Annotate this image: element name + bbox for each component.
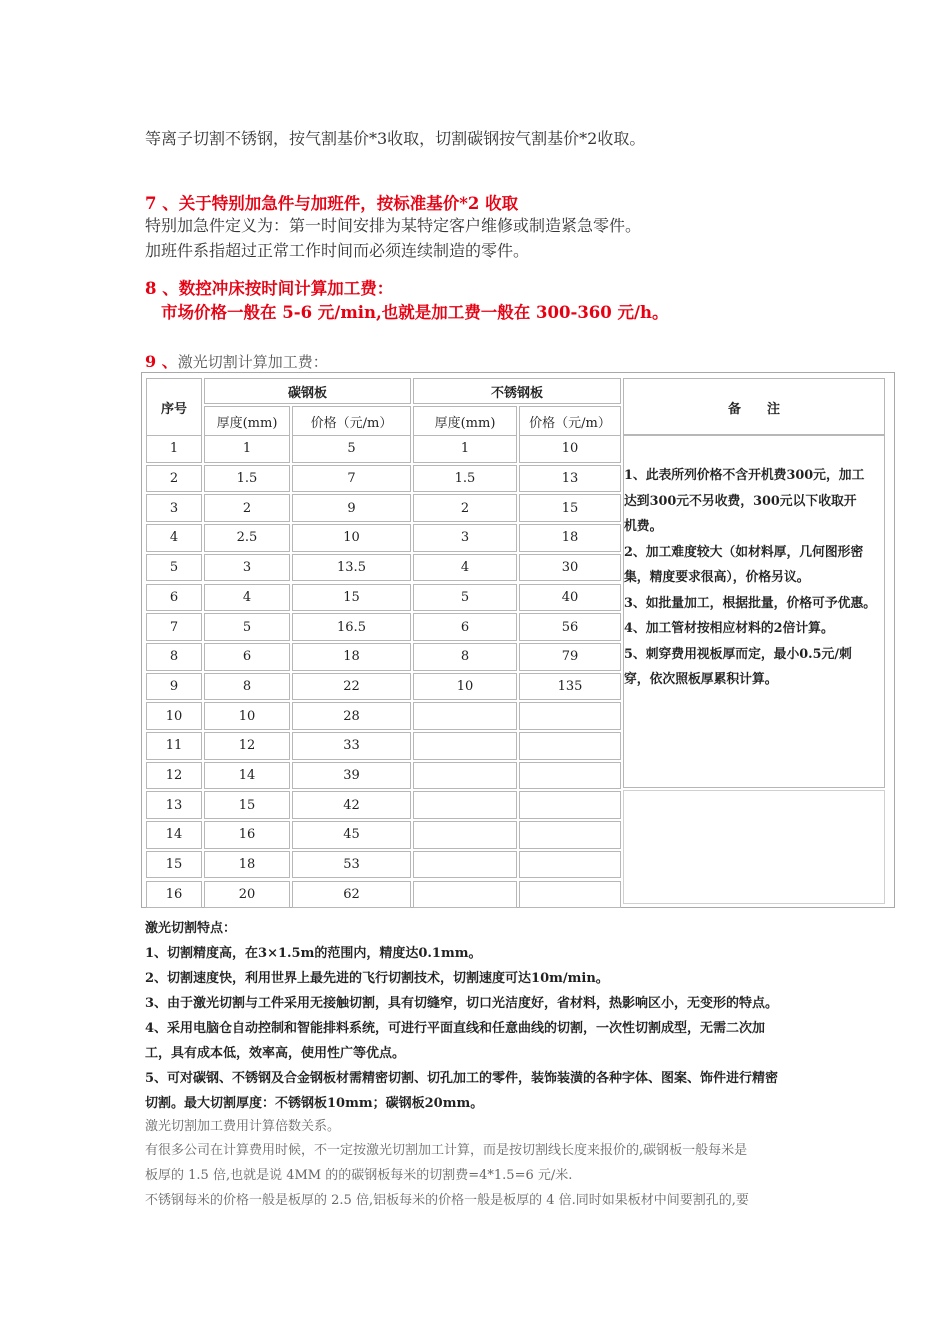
- cell-stainless-price: 15: [519, 494, 621, 522]
- cell-carbon-price: 16.5: [292, 613, 411, 641]
- header-carbon-thickness: 厚度(mm): [204, 406, 290, 436]
- header-index: 序号: [146, 378, 202, 436]
- cell-carbon-thickness: 1: [204, 435, 290, 463]
- cell-carbon-thickness: 15: [204, 791, 290, 819]
- cell-carbon-price: 15: [292, 584, 411, 612]
- remark-line: 穿，依次照板厚累积计算。: [624, 672, 778, 687]
- cell-carbon-price: 13.5: [292, 554, 411, 582]
- cell-carbon-thickness: 4: [204, 584, 290, 612]
- cell-index: 16: [146, 881, 202, 909]
- header-stainless-steel: 不锈钢板: [413, 378, 621, 404]
- header-remarks: 备 注: [623, 378, 885, 436]
- feature-line: 切割。最大切割厚度：不锈钢板10mm；碳钢板20mm。: [145, 1096, 484, 1111]
- cell-carbon-thickness: 2: [204, 494, 290, 522]
- cell-index: 5: [146, 554, 202, 582]
- cell-index: 8: [146, 643, 202, 671]
- cell-stainless-price: 13: [519, 465, 621, 493]
- cell-stainless-price: [519, 881, 621, 909]
- cell-carbon-price: 5: [292, 435, 411, 463]
- section8-line1: 市场价格一般在 5-6 元/min,也就是加工费一般在 300-360 元/h。: [161, 303, 669, 322]
- cell-stainless-thickness: [413, 791, 517, 819]
- cell-carbon-thickness: 14: [204, 762, 290, 790]
- cell-stainless-thickness: 1: [413, 435, 517, 463]
- features-heading: 激光切割特点：: [145, 921, 237, 936]
- remark-line: 1、此表所列价格不含开机费300元，加工: [624, 468, 865, 483]
- cell-carbon-thickness: 8: [204, 673, 290, 701]
- feature-line: 5、可对碳钢、不锈钢及合金钢板材需精密切割、切孔加工的零件，装饰装潢的各种字体、图案、饰件进行精密: [145, 1071, 779, 1086]
- cell-stainless-thickness: [413, 851, 517, 879]
- cell-carbon-thickness: 5: [204, 613, 290, 641]
- feature-line: 工，具有成本低，效率高，使用性广等优点。: [145, 1046, 406, 1061]
- cell-index: 7: [146, 613, 202, 641]
- cell-index: 1: [146, 435, 202, 463]
- cell-carbon-price: 22: [292, 673, 411, 701]
- cell-carbon-thickness: 6: [204, 643, 290, 671]
- cell-index: 2: [146, 465, 202, 493]
- closing-line: 板厚的 1.5 倍,也就是说 4MM 的的碳钢板每米的切割费=4*1.5=6 元/米.: [145, 1168, 573, 1183]
- cell-stainless-thickness: [413, 702, 517, 730]
- cell-stainless-thickness: 5: [413, 584, 517, 612]
- cell-carbon-price: 39: [292, 762, 411, 790]
- cell-index: 10: [146, 702, 202, 730]
- cell-carbon-thickness: 20: [204, 881, 290, 909]
- cell-stainless-price: 18: [519, 524, 621, 552]
- cell-stainless-price: 56: [519, 613, 621, 641]
- remark-line: 机费。: [624, 519, 663, 534]
- cell-stainless-thickness: 8: [413, 643, 517, 671]
- cell-carbon-price: 33: [292, 732, 411, 760]
- cell-stainless-price: 40: [519, 584, 621, 612]
- cell-carbon-thickness: 1.5: [204, 465, 290, 493]
- cell-index: 11: [146, 732, 202, 760]
- cell-carbon-price: 9: [292, 494, 411, 522]
- cell-stainless-thickness: 3: [413, 524, 517, 552]
- remark-line: 3、如批量加工，根据批量，价格可予优惠。: [624, 595, 877, 611]
- feature-line: 1、切割精度高，在3×1.5m的范围内，精度达0.1mm。: [145, 946, 482, 961]
- cell-stainless-price: [519, 821, 621, 849]
- cell-stainless-thickness: [413, 821, 517, 849]
- header-carbon-steel: 碳钢板: [204, 378, 411, 404]
- closing-line: 有很多公司在计算费用时候，不一定按激光切割加工计算，而是按切割线长度来报价的,碳钢板一般每米是: [145, 1143, 748, 1158]
- cell-index: 14: [146, 821, 202, 849]
- cell-stainless-price: 135: [519, 673, 621, 701]
- remark-line: 集，精度要求很高），价格另议。: [624, 570, 810, 585]
- cell-carbon-thickness: 10: [204, 702, 290, 730]
- cell-carbon-price: 10: [292, 524, 411, 552]
- cell-stainless-thickness: 10: [413, 673, 517, 701]
- cell-index: 9: [146, 673, 202, 701]
- remark-line: 达到300元不另收费，300元以下收取开: [624, 493, 857, 509]
- cell-stainless-price: [519, 851, 621, 879]
- section9-title: [145, 349, 328, 372]
- section9-text: 激光切割计算加工费：: [177, 353, 328, 371]
- section9-number: 9 、: [145, 352, 178, 371]
- cell-stainless-thickness: [413, 881, 517, 909]
- header-stainless-price: 价格（元/m）: [519, 406, 621, 436]
- section7-line1: 特别加急件定义为：第一时间安排为某特定客户维修或制造紧急零件。: [145, 216, 642, 235]
- intro-line: 等离子切割不锈钢，按气割基价*3收取，切割碳钢按气割基价*2收取。: [145, 129, 646, 148]
- remarks-empty-cell: [623, 790, 885, 904]
- cell-carbon-price: 53: [292, 851, 411, 879]
- cell-stainless-thickness: 6: [413, 613, 517, 641]
- closing-line: 不锈钢每米的价格一般是板厚的 2.5 倍,铝板每米的价格一般是板厚的 4 倍.同时如果板材中间要割孔的,要: [145, 1193, 749, 1208]
- feature-line: 4、采用电脑仓自动控制和智能排料系统，可进行平面直线和任意曲线的切割，一次性切割成型，无需二次加: [145, 1021, 766, 1036]
- header-stainless-thickness: 厚度(mm): [413, 406, 517, 436]
- cell-stainless-price: [519, 702, 621, 730]
- cell-stainless-price: [519, 791, 621, 819]
- cell-carbon-price: 18: [292, 643, 411, 671]
- remark-line: 4、加工管材按相应材料的2倍计算。: [624, 621, 834, 636]
- cell-carbon-thickness: 18: [204, 851, 290, 879]
- remark-line: 5、刺穿费用视板厚而定，最小0.5元/刺: [624, 646, 852, 662]
- cell-carbon-thickness: 2.5: [204, 524, 290, 552]
- remark-line: 2、加工难度较大（如材料厚，几何图形密: [624, 544, 864, 560]
- cell-index: 3: [146, 494, 202, 522]
- section7-line2: 加班件系指超过正常工作时间而必须连续制造的零件。: [145, 241, 530, 260]
- cell-index: 13: [146, 791, 202, 819]
- cell-stainless-price: [519, 732, 621, 760]
- section7-title: 7 、关于特别加急件与加班件，按标准基价*2 收取: [145, 194, 519, 213]
- cell-carbon-price: 42: [292, 791, 411, 819]
- cell-stainless-thickness: 4: [413, 554, 517, 582]
- cell-stainless-thickness: [413, 732, 517, 760]
- closing-line: 激光切割加工费用计算倍数关系。: [145, 1119, 341, 1134]
- cell-carbon-thickness: 12: [204, 732, 290, 760]
- cell-carbon-thickness: 16: [204, 821, 290, 849]
- cell-carbon-price: 62: [292, 881, 411, 909]
- section8-title: 8 、数控冲床按时间计算加工费：: [145, 279, 394, 298]
- cell-stainless-thickness: [413, 762, 517, 790]
- cell-index: 6: [146, 584, 202, 612]
- cell-stainless-thickness: 2: [413, 494, 517, 522]
- cell-stainless-price: [519, 762, 621, 790]
- cell-carbon-price: 45: [292, 821, 411, 849]
- cell-index: 15: [146, 851, 202, 879]
- cell-index: 4: [146, 524, 202, 552]
- cell-index: 12: [146, 762, 202, 790]
- feature-line: 2、切割速度快，利用世界上最先进的飞行切割技术，切割速度可达10m/min。: [145, 971, 609, 986]
- cell-carbon-thickness: 3: [204, 554, 290, 582]
- cell-carbon-price: 28: [292, 702, 411, 730]
- header-carbon-price: 价格（元/m）: [292, 406, 411, 436]
- laser-price-table: [141, 372, 895, 908]
- cell-stainless-price: 30: [519, 554, 621, 582]
- cell-carbon-price: 7: [292, 465, 411, 493]
- cell-stainless-price: 79: [519, 643, 621, 671]
- remarks-cell: [623, 434, 885, 788]
- cell-stainless-thickness: 1.5: [413, 465, 517, 493]
- remarks-list: [624, 463, 886, 693]
- feature-line: 3、由于激光切割与工件采用无接触切割，具有切缝窄，切口光洁度好，省材料，热影响区小，无变形的特点。: [145, 996, 779, 1011]
- cell-stainless-price: 10: [519, 435, 621, 463]
